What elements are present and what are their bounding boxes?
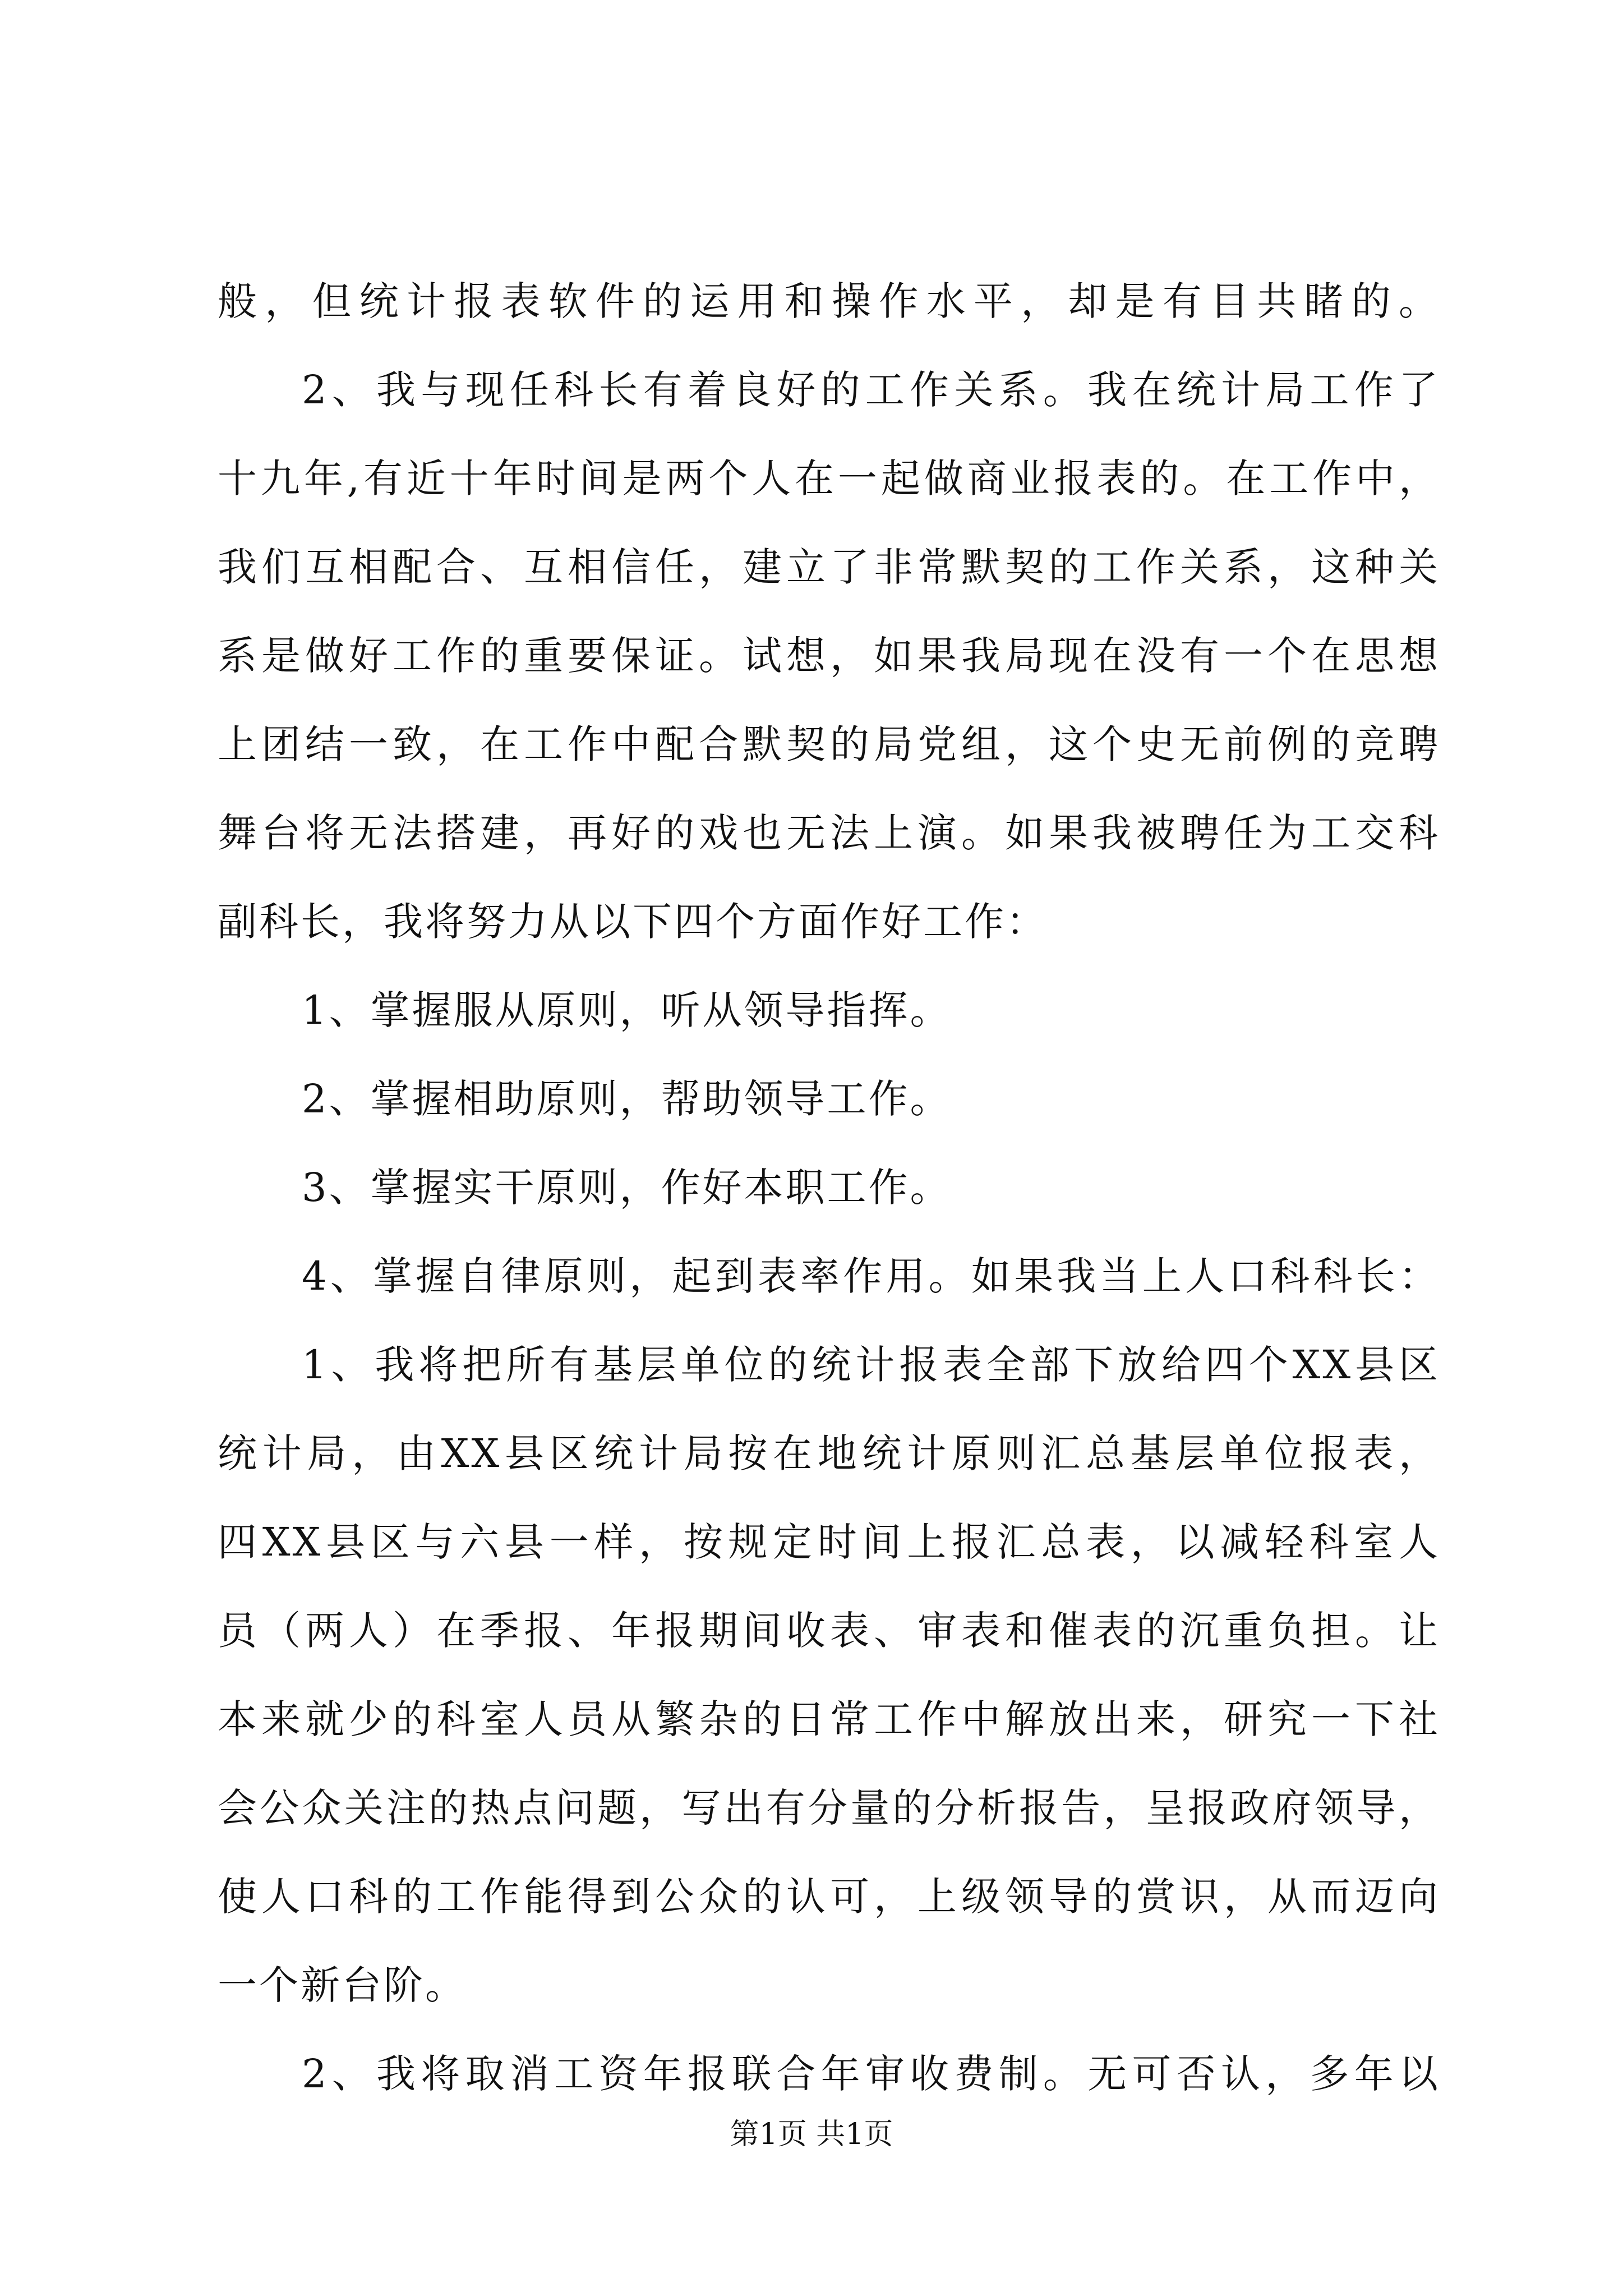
text-line-17: 本来就少的科室人员从繁杂的日常工作中解放出来，研究一下社: [218, 1696, 1440, 1742]
text-line-3: 十九年,有近十年时间是两个人在一起做商业报表的。在工作中，: [218, 455, 1440, 501]
text-line-11: 3、掌握实干原则，作好本职工作。: [302, 1165, 952, 1211]
text-line-13: 1、我将把所有基层单位的统计报表全部下放给四个XX县区: [302, 1342, 1440, 1388]
text-line-9: 1、掌握服从原则，听从领导指挥。: [302, 987, 952, 1033]
text-line-7: 舞台将无法搭建，再好的戏也无法上演。如果我被聘任为工交科: [218, 810, 1440, 856]
text-line-16: 员（两人）在季报、年报期间收表、审表和催表的沉重负担。让: [218, 1608, 1440, 1654]
text-line-18: 会公众关注的热点问题，写出有分量的分析报告，呈报政府领导，: [218, 1785, 1440, 1831]
page-footer: 第1页 共1页: [730, 2118, 893, 2151]
text-line-19: 使人口科的工作能得到公众的认可，上级领导的赏识，从而迈向: [218, 1874, 1440, 1920]
text-line-5: 系是做好工作的重要保证。试想，如果我局现在没有一个在思想: [218, 633, 1440, 679]
text-line-10: 2、掌握相助原则，帮助领导工作。: [302, 1076, 952, 1122]
text-line-14: 统计局，由XX县区统计局按在地统计原则汇总基层单位报表，: [218, 1430, 1440, 1476]
body-text: [218, 257, 1440, 2118]
text-line-20: 一个新台阶。: [218, 1962, 467, 2008]
text-line-6: 上团结一致，在工作中配合默契的局党组，这个史无前例的竞聘: [218, 721, 1440, 767]
text-line-1: 般，但统计报表软件的运用和操作水平，却是有目共睹的。: [218, 278, 1440, 324]
text-line-4: 我们互相配合、互相信任，建立了非常默契的工作关系，这种关: [218, 544, 1440, 590]
text-line-12: 4、掌握自律原则，起到表率作用。如果我当上人口科科长：: [302, 1253, 1440, 1299]
text-line-2: 2、我与现任科长有着良好的工作关系。我在统计局工作了: [302, 367, 1440, 413]
text-line-8: 副科长，我将努力从以下四个方面作好工作：: [218, 899, 1048, 945]
text-line-21: 2、我将取消工资年报联合年审收费制。无可否认，多年以: [302, 2051, 1440, 2097]
text-line-15: 四XX县区与六县一样，按规定时间上报汇总表，以减轻科室人: [218, 1519, 1440, 1565]
